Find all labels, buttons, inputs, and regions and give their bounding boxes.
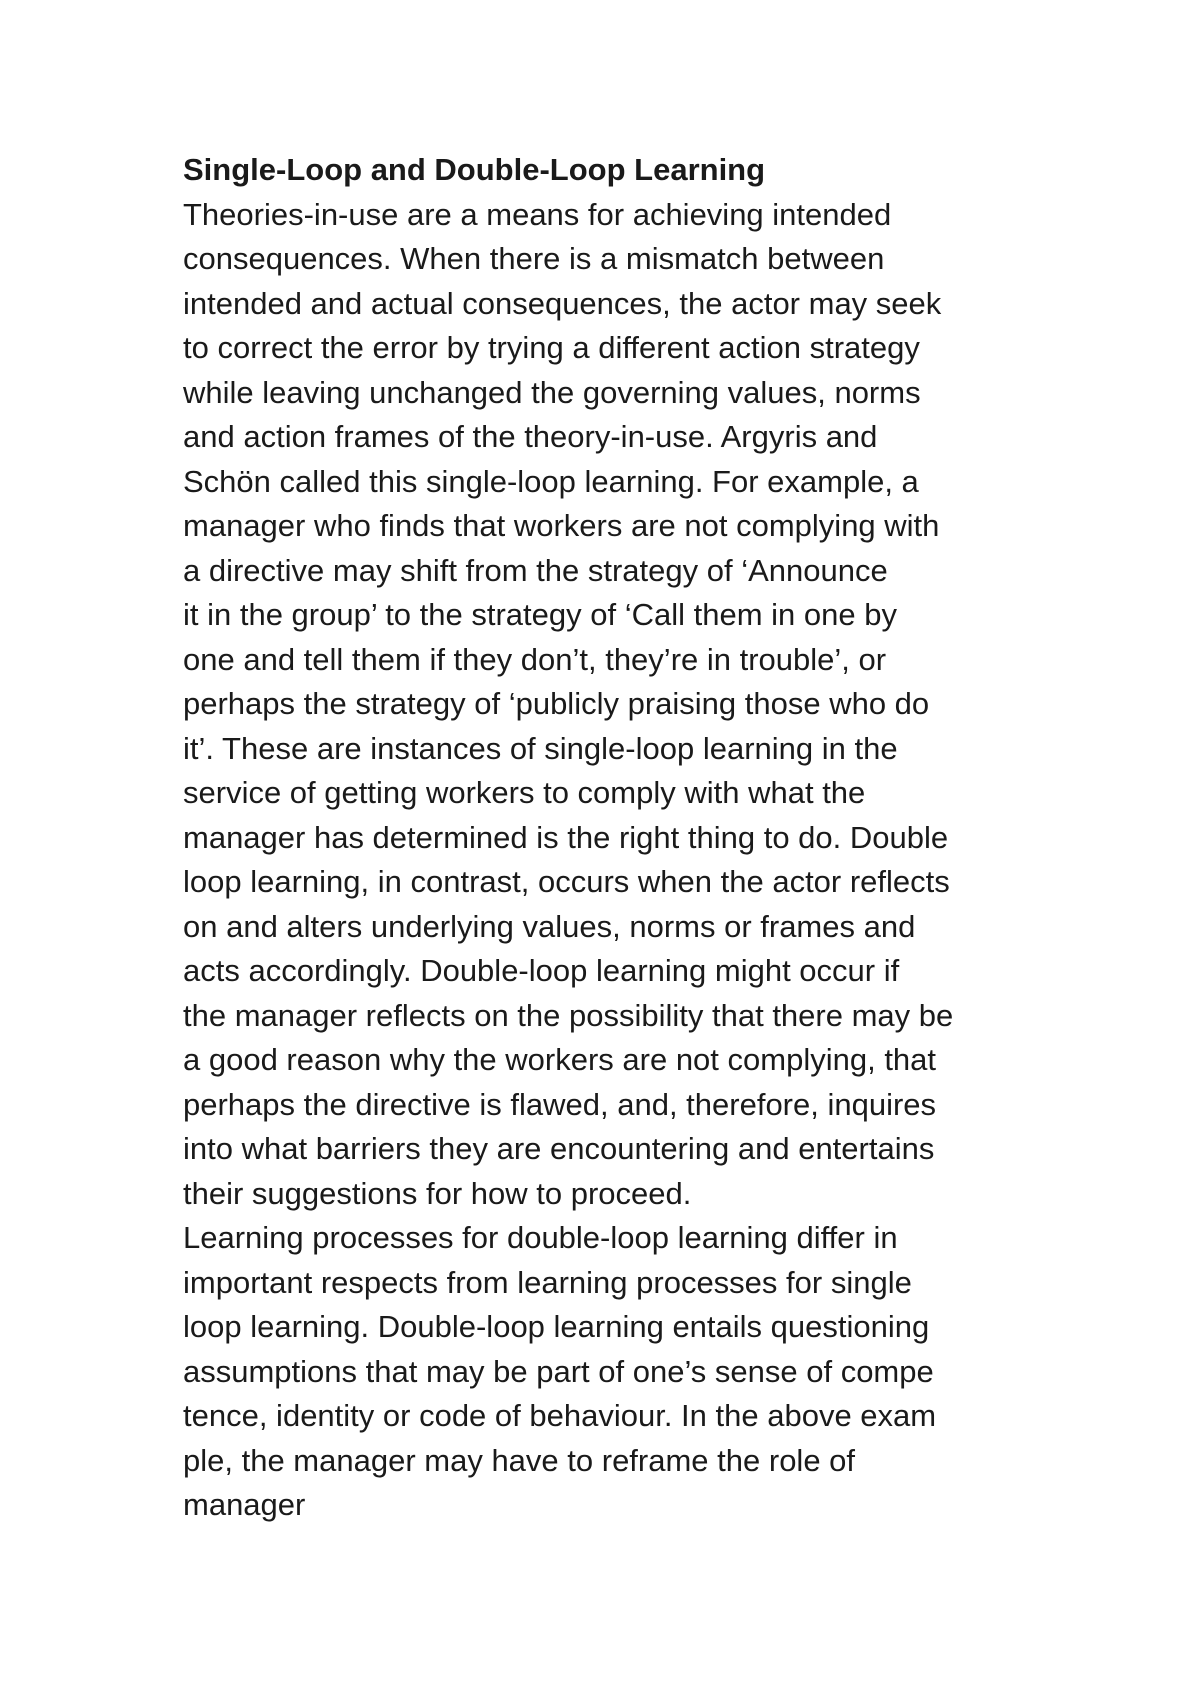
text-line: acts accordingly. Double-loop learning might occur if xyxy=(183,953,900,988)
text-line: on and alters underlying values, norms or frames and xyxy=(183,908,916,944)
text-line: manager xyxy=(183,1487,306,1522)
text-line: service of getting workers to comply with what the xyxy=(183,775,866,810)
text-line: loop learning, in contrast, occurs when the actor reflects xyxy=(183,864,950,899)
text-line: assumptions that may be part of one’s sense of compe xyxy=(183,1353,934,1389)
text-line: Theories-in-use are a means for achieving intended xyxy=(183,196,892,232)
text-line: perhaps the directive is flawed, and, therefore, inquires xyxy=(183,1086,937,1122)
text-line: important respects from learning processes for single xyxy=(183,1264,912,1300)
text-line: ple, the manager may have to reframe the role of xyxy=(183,1442,856,1478)
text-line: to correct the error by trying a different action strategy xyxy=(183,330,920,365)
text-line: perhaps the strategy of ‘publicly praising those who do xyxy=(183,686,930,721)
text-line: Schön called this single-loop learning. For example, a xyxy=(183,463,919,499)
text-line: their suggestions for how to proceed. xyxy=(183,1175,692,1211)
section-title: Single-Loop and Double-Loop Learning xyxy=(183,152,766,187)
text-line: a good reason why the workers are not complying, that xyxy=(183,1042,937,1077)
text-line: while leaving unchanged the governing values, norms xyxy=(183,374,921,410)
text-line: Learning processes for double-loop learning differ in xyxy=(183,1220,898,1255)
text-line: tence, identity or code of behaviour. In the above exam xyxy=(183,1398,937,1433)
text-line: one and tell them if they don’t, they’re in trouble’, or xyxy=(183,641,887,677)
text-line: consequences. When there is a mismatch between xyxy=(183,241,885,276)
text-line: the manager reflects on the possibility that there may be xyxy=(183,997,954,1033)
text-line: a directive may shift from the strategy of ‘Announce xyxy=(183,552,888,588)
text-line: loop learning. Double-loop learning entails questioning xyxy=(183,1309,930,1344)
text-line: manager who finds that workers are not complying with xyxy=(183,508,940,543)
text-line: manager has determined is the right thing to do. Double xyxy=(183,819,949,855)
text-block xyxy=(183,148,1063,1528)
text-line: it in the group’ to the strategy of ‘Call them in one by xyxy=(183,597,897,632)
text-line: and action frames of the theory-in-use. Argyris and xyxy=(183,419,878,454)
text-line: into what barriers they are encountering and entertains xyxy=(183,1131,935,1166)
text-line: intended and actual consequences, the actor may seek xyxy=(183,285,942,321)
text-line: it’. These are instances of single-loop learning in the xyxy=(183,730,898,766)
